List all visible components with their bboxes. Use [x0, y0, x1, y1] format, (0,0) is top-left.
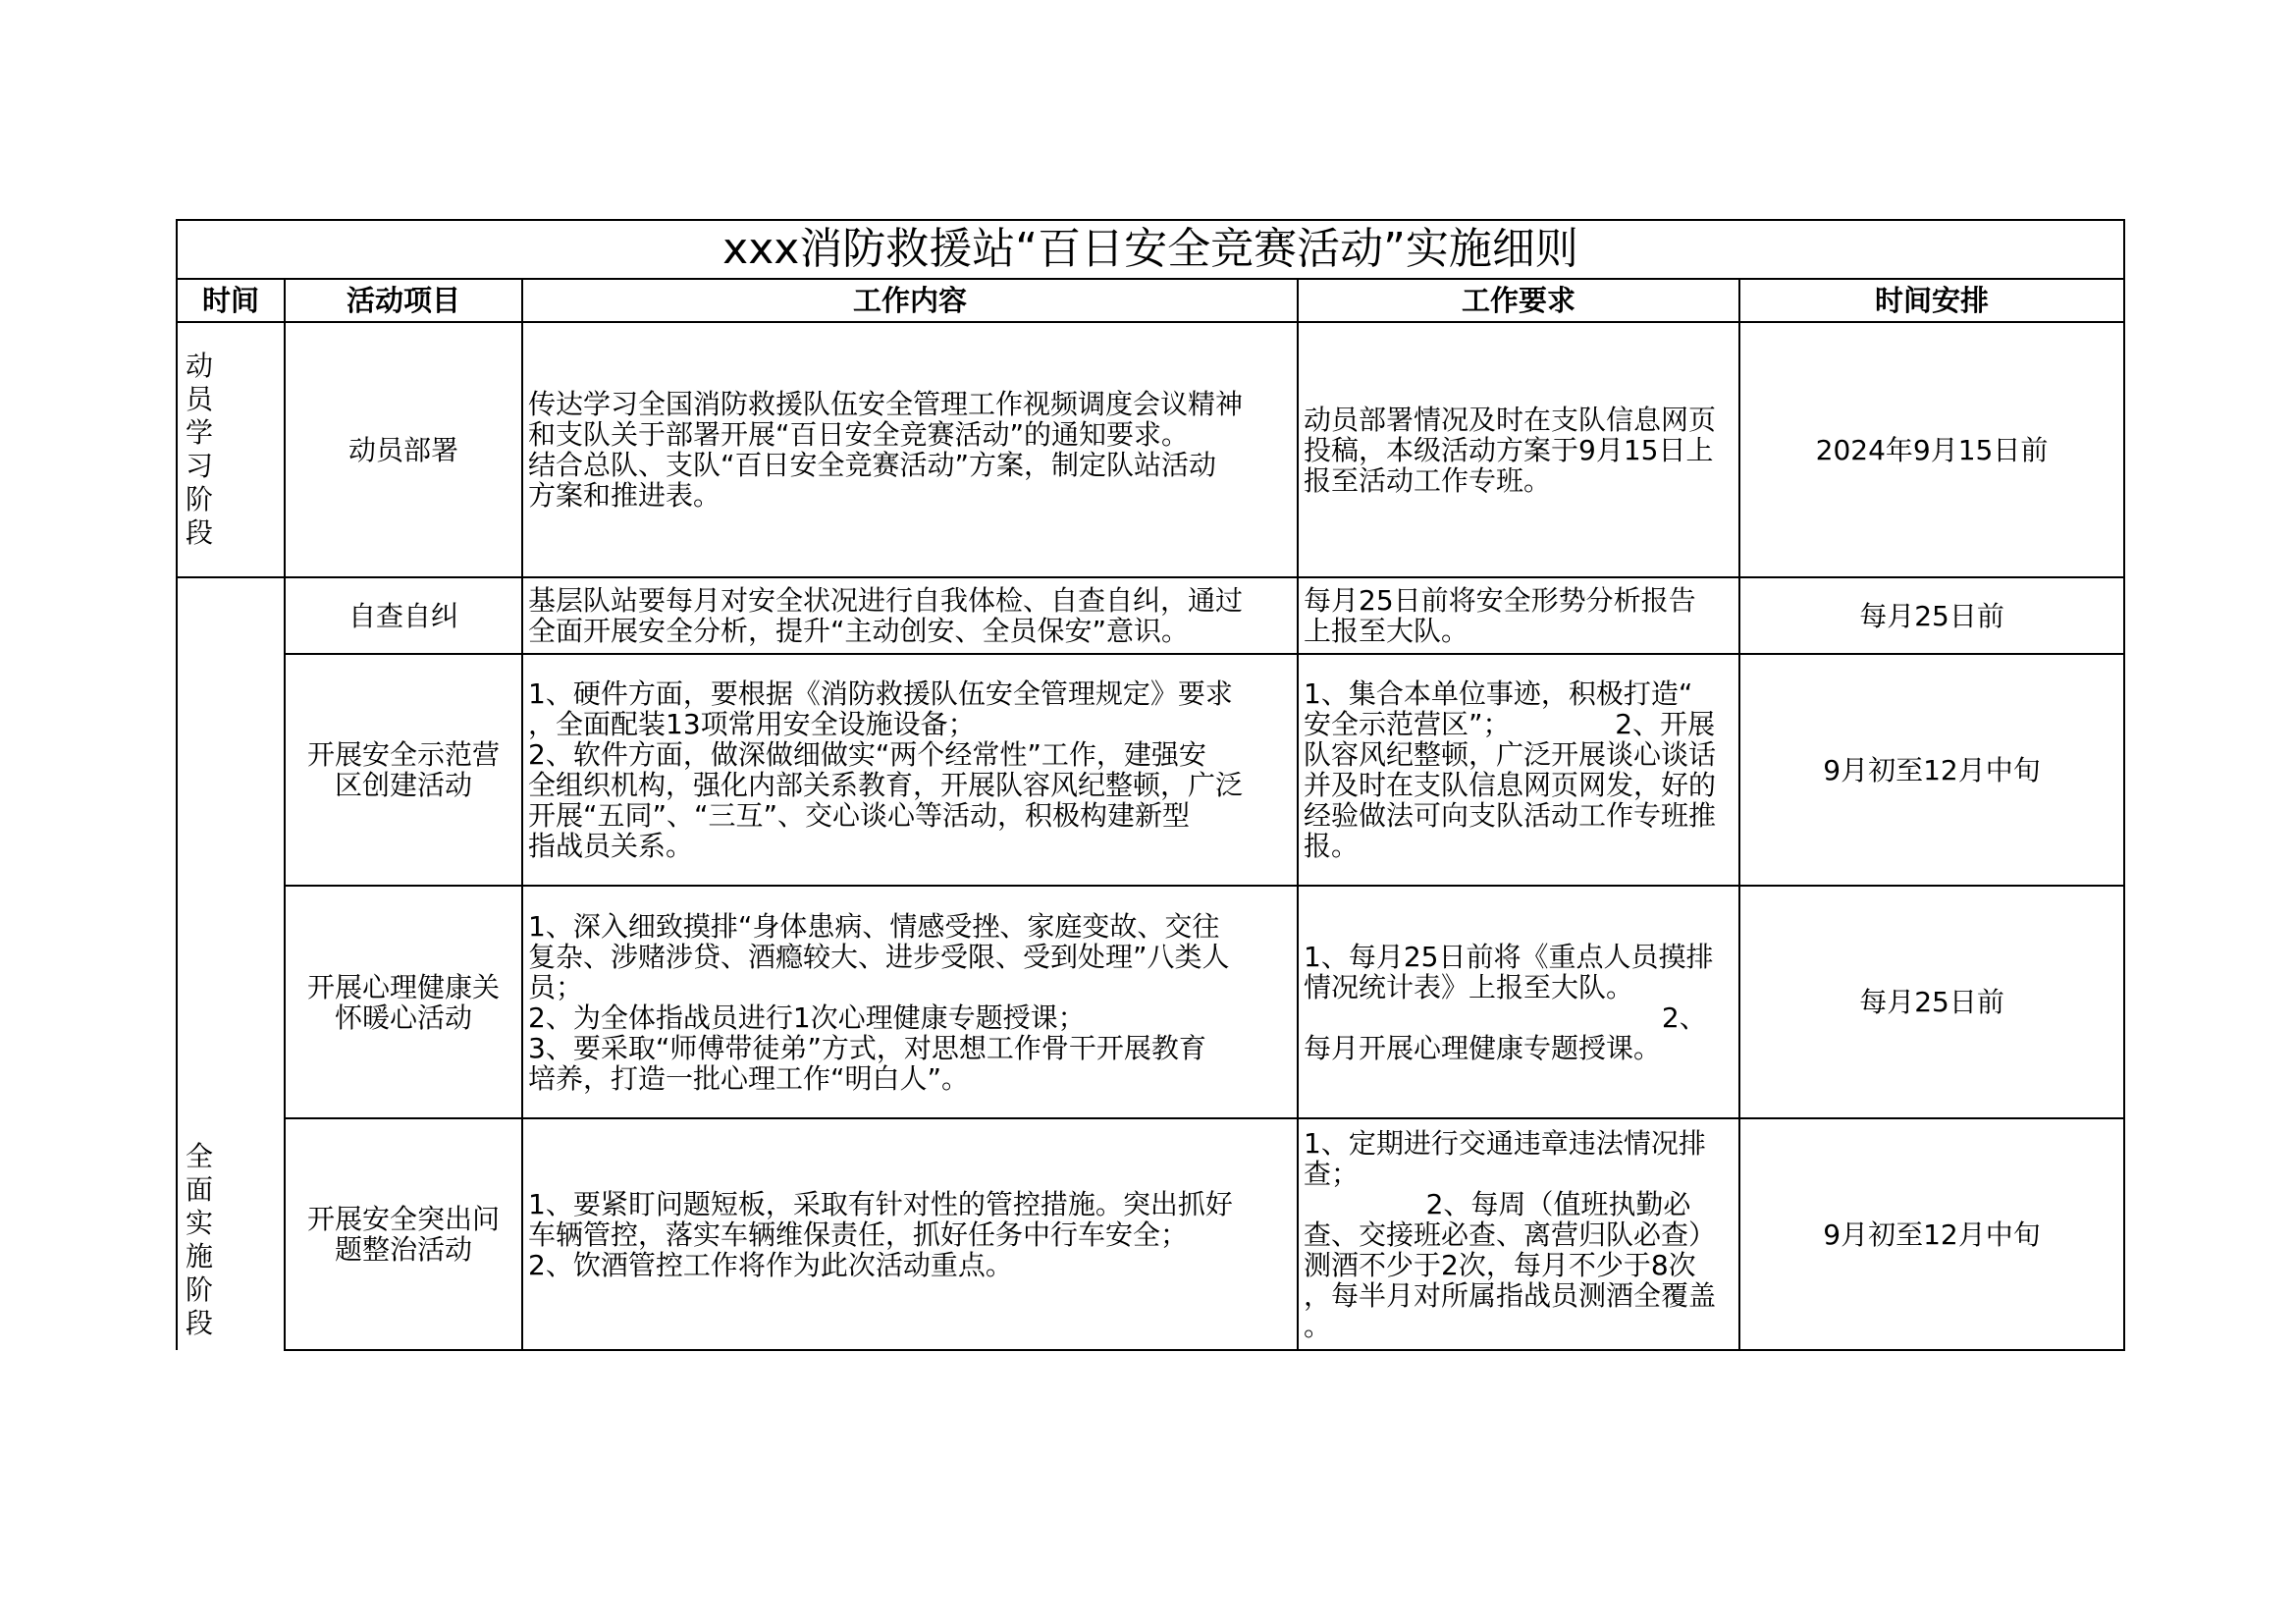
schedule-cell: 每月25日前: [1739, 577, 2124, 654]
activity-cell: 开展心理健康关怀暖心活动: [285, 886, 522, 1118]
schedule-cell: 9月初至12月中旬: [1739, 1118, 2124, 1350]
table-row: [177, 577, 2124, 654]
stage-label: 全面实施阶段: [186, 1140, 214, 1339]
requirement-cell: 每月25日前将安全形势分析报告 上报至大队。: [1298, 577, 1739, 654]
schedule-cell: 9月初至12月中旬: [1739, 654, 2124, 886]
content-cell: 1、深入细致摸排“身体患病、情感受挫、家庭变故、交往 复杂、涉赌涉贷、酒瘾较大、进步受限、受到处理”八类人 员； 2、为全体指战员进行1次心理健康专题授课； 3、要采取“师傅带徒弟”方式，对思想工作骨干开展教育 培养，打造一批心理工作“明白人”。: [522, 886, 1298, 1118]
content-cell: 传达学习全国消防救援队伍安全管理工作视频调度会议精神 和支队关于部署开展“百日安全竞赛活动”的通知要求。 结合总队、支队“百日安全竞赛活动”方案，制定队站活动 方案和推进表。: [522, 322, 1298, 577]
content-cell: 1、硬件方面，要根据《消防救援队伍安全管理规定》要求 ，全面配装13项常用安全设施设备； 2、软件方面，做深做细做实“两个经常性”工作，建强安 全组织机构，强化内部关系教育，开展队容风纪整顿，广泛 开展“五同”、“三互”、交心谈心等活动，积极构建新型 指战员关系。: [522, 654, 1298, 886]
header-activity: 活动项目: [285, 279, 522, 322]
schedule-cell: 2024年9月15日前: [1739, 322, 2124, 577]
title-row: [177, 220, 2124, 279]
header-time: 时间: [177, 279, 285, 322]
content-cell: 1、要紧盯问题短板，采取有针对性的管控措施。突出抓好 车辆管控，落实车辆维保责任，抓好任务中行车安全； 2、饮酒管控工作将作为此次活动重点。: [522, 1118, 1298, 1350]
activity-cell: 开展安全突出问题整治活动: [285, 1118, 522, 1350]
header-row: [177, 279, 2124, 322]
header-schedule: 时间安排: [1739, 279, 2124, 322]
requirement-cell: 动员部署情况及时在支队信息网页 投稿，本级活动方案于9月15日上 报至活动工作专班。: [1298, 322, 1739, 577]
table-row: [177, 322, 2124, 577]
stage-label: 动员学习阶段: [186, 350, 214, 549]
activity-cell: 开展安全示范营区创建活动: [285, 654, 522, 886]
header-content: 工作内容: [522, 279, 1298, 322]
stage-cell-implementation: [177, 577, 285, 1350]
table-row: [177, 1118, 2124, 1350]
table-row: [177, 886, 2124, 1118]
implementation-table: [176, 219, 2125, 1351]
requirement-cell: 1、集合本单位事迹，积极打造“ 安全示范营区”； 2、开展 队容风纪整顿，广泛开展谈心谈话 并及时在支队信息网页网发，好的 经验做法可向支队活动工作专班推 报。: [1298, 654, 1739, 886]
activity-cell: 自查自纠: [285, 577, 522, 654]
table-title: xxx消防救援站“百日安全竞赛活动”实施细则: [177, 220, 2124, 279]
stage-cell-mobilization: [177, 322, 285, 577]
requirement-cell: 1、定期进行交通违章违法情况排 查； 2、每周（值班执勤必 查、交接班必查、离营归队必查） 测酒不少于2次，每月不少于8次 ，每半月对所属指战员测酒全覆盖 。: [1298, 1118, 1739, 1350]
content-cell: 基层队站要每月对安全状况进行自我体检、自查自纠，通过 全面开展安全分析，提升“主动创安、全员保安”意识。: [522, 577, 1298, 654]
activity-cell: 动员部署: [285, 322, 522, 577]
table-row: [177, 654, 2124, 886]
requirement-cell: 1、每月25日前将《重点人员摸排 情况统计表》上报至大队。 2、 每月开展心理健康专题授课。: [1298, 886, 1739, 1118]
schedule-cell: 每月25日前: [1739, 886, 2124, 1118]
header-requirement: 工作要求: [1298, 279, 1739, 322]
